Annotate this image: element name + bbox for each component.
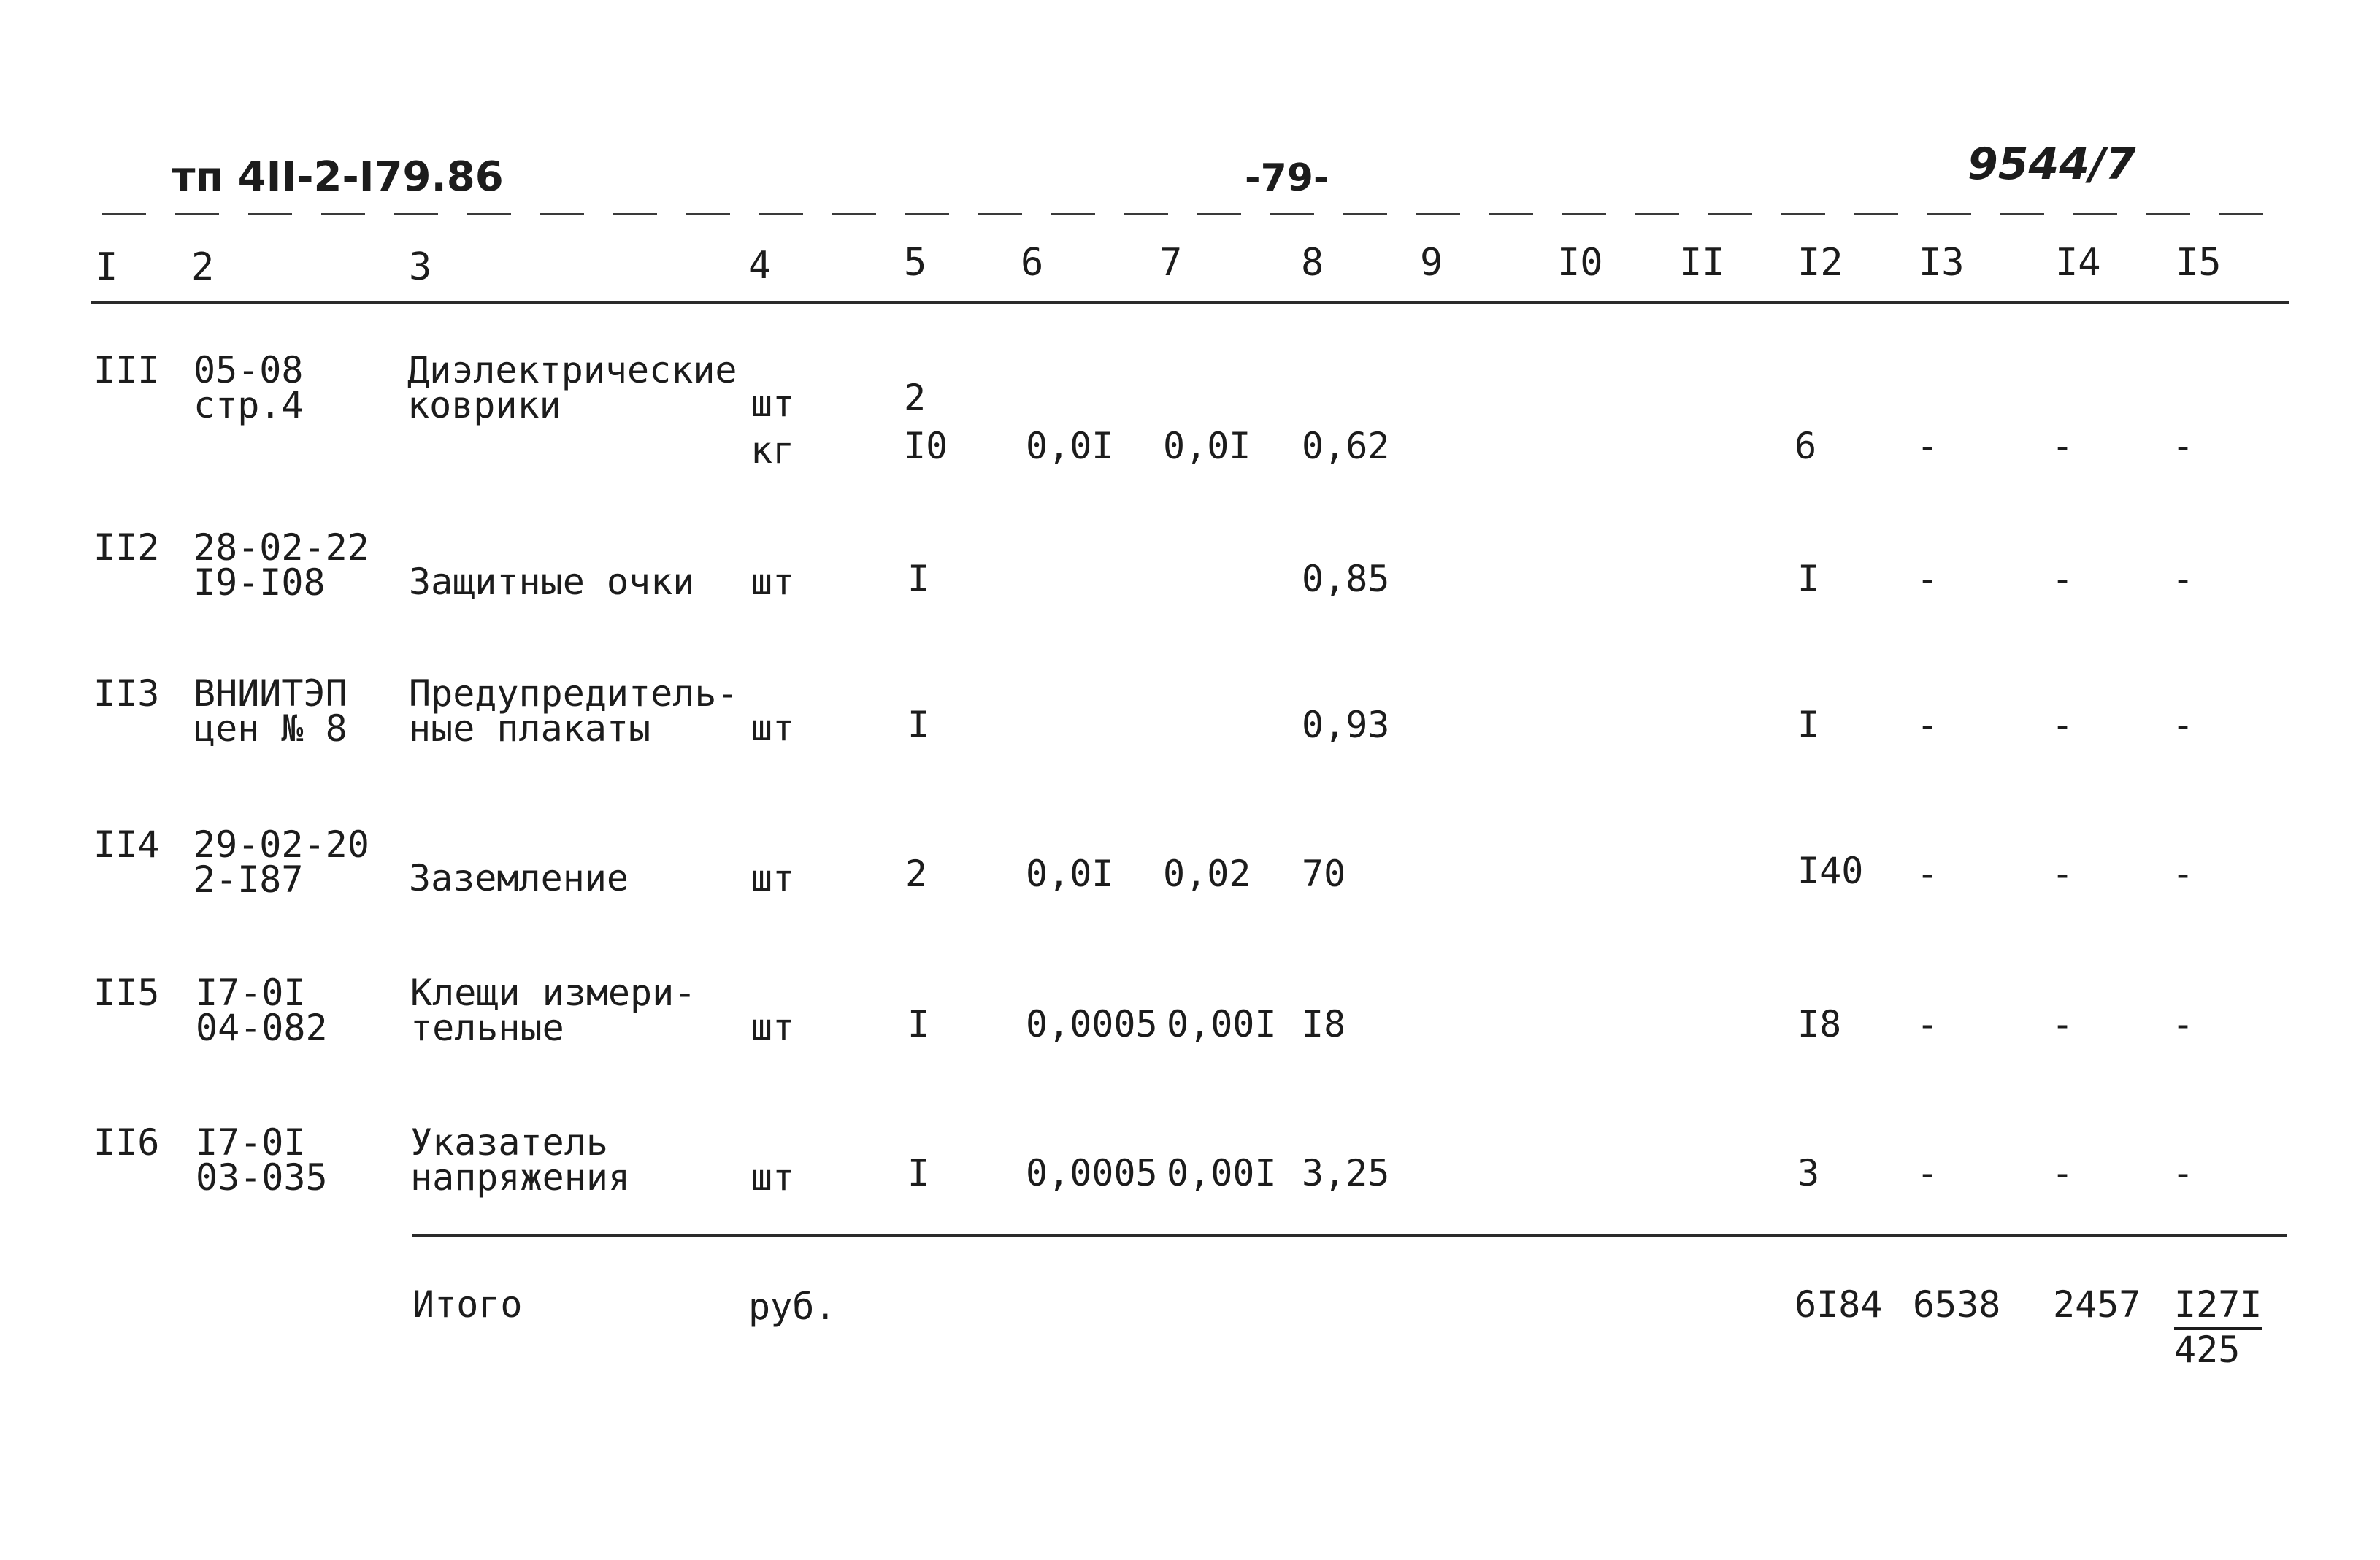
column-header-13: I3 <box>1919 241 1965 285</box>
row-col-14: - <box>2051 853 2074 895</box>
row-code-line-1: 29-02-20 <box>193 823 369 866</box>
row-col-6: 0,0I <box>1026 853 1114 895</box>
column-header-6: 6 <box>1021 241 1044 285</box>
total-col-15-fraction <box>2174 1283 2262 1371</box>
row-name-line-2: ные плакаты <box>409 707 651 750</box>
row-name-line-2: напряжения <box>410 1156 631 1199</box>
row-col-8: 0,62 <box>1302 425 1390 467</box>
row-number: II2 <box>93 526 160 569</box>
row-col-6: 0,0I <box>1026 425 1114 467</box>
column-header-rule <box>91 301 2289 304</box>
row-col-15: - <box>2172 425 2195 467</box>
row-name <box>410 1121 631 1199</box>
sheet-reference: 9544/7 <box>1968 139 2136 190</box>
column-header-10: I0 <box>1557 241 1603 285</box>
row-name-line-1: Предупредитель- <box>409 672 739 715</box>
row-code-line-2: стр.4 <box>193 384 304 426</box>
row-code <box>193 672 348 750</box>
row-col-8: 0,85 <box>1302 558 1390 600</box>
row-unit: шт <box>751 561 795 603</box>
total-col-15-numerator: I27I <box>2174 1283 2262 1330</box>
row-col-15: - <box>2172 1003 2195 1045</box>
row-name <box>409 672 739 750</box>
row-col-12: I8 <box>1797 1003 1842 1045</box>
row-code-line-2: 04-082 <box>196 1007 328 1049</box>
row-col-7: 0,00I <box>1167 1152 1277 1194</box>
row-unit: шт <box>751 383 795 425</box>
row-code-line-2: 2-I87 <box>193 858 304 901</box>
column-header-1: I <box>95 245 118 289</box>
row-col-7: 0,00I <box>1167 1003 1277 1045</box>
row-col-15: - <box>2172 558 2195 600</box>
row-col-15: - <box>2172 704 2195 746</box>
row-col-14: - <box>2051 558 2074 600</box>
row-col-15: - <box>2172 853 2195 895</box>
row-code <box>196 972 328 1049</box>
column-header-7: 7 <box>1159 241 1183 285</box>
row-code-line-2: I9-I08 <box>193 561 326 604</box>
row-quantity: I <box>907 1003 930 1045</box>
column-header-3: 3 <box>409 245 432 289</box>
row-col-12: 6 <box>1794 425 1817 467</box>
row-col-12: 3 <box>1797 1152 1820 1194</box>
row-col-8: 0,93 <box>1302 704 1390 746</box>
total-col-12: 6I84 <box>1794 1283 1883 1326</box>
column-header-14: I4 <box>2055 241 2101 285</box>
column-header-5: 5 <box>904 241 927 285</box>
row-code-line-2: 03-035 <box>196 1156 328 1199</box>
row-col-6: 0,0005 <box>1026 1152 1158 1194</box>
total-col-14: 2457 <box>2053 1283 2141 1326</box>
row-col-7: 0,02 <box>1163 853 1251 895</box>
row-name-line-1: Клещи измери- <box>410 972 696 1014</box>
row-code <box>193 823 369 901</box>
row-code-line-2: цен № 8 <box>193 707 348 750</box>
column-header-4: 4 <box>748 244 772 288</box>
total-col-15-denominator: 425 <box>2174 1329 2241 1371</box>
row-col-12: I <box>1797 704 1820 746</box>
row-col-12: I40 <box>1797 850 1864 892</box>
row-col-13: - <box>1916 1152 1939 1194</box>
row-col-14: - <box>2051 704 2074 746</box>
column-header-2: 2 <box>191 245 215 289</box>
row-name-line-1: Указатель <box>410 1121 608 1164</box>
row-unit: кг <box>751 429 795 472</box>
column-header-15: I5 <box>2176 241 2222 285</box>
column-header-8: 8 <box>1301 241 1324 285</box>
row-number: III <box>93 349 160 391</box>
row-col-7: 0,0I <box>1163 425 1251 467</box>
row-col-13: - <box>1916 704 1939 746</box>
row-quantity: I0 <box>904 425 948 467</box>
row-col-13: - <box>1916 558 1939 600</box>
page-number: -79- <box>1245 156 1329 200</box>
row-number: II5 <box>93 972 160 1014</box>
column-header-12: I2 <box>1797 241 1843 285</box>
row-unit: шт <box>751 1156 795 1199</box>
row-quantity: I <box>907 558 930 600</box>
row-code <box>193 349 304 426</box>
row-quantity: I <box>907 1152 930 1194</box>
row-unit: шт <box>751 707 795 749</box>
totals-rule <box>412 1234 2287 1237</box>
row-col-15: - <box>2172 1152 2195 1194</box>
row-unit: шт <box>751 857 795 899</box>
row-col-8: 70 <box>1302 853 1346 895</box>
row-code-line-1: I7-0I <box>196 972 306 1014</box>
row-col-8: 3,25 <box>1302 1152 1390 1194</box>
column-header-11: II <box>1679 241 1725 285</box>
row-code <box>193 526 369 604</box>
row-name: Заземление <box>409 857 629 899</box>
row-name <box>410 972 696 1049</box>
row-col-13: - <box>1916 1003 1939 1045</box>
row-code-line-1: 28-02-22 <box>193 526 369 569</box>
total-col-13: 6538 <box>1913 1283 2001 1326</box>
row-code-line-1: 05-08 <box>193 349 304 391</box>
header-dashed-rule <box>102 213 2285 215</box>
row-quantity: 2 <box>905 853 928 895</box>
row-col-14: - <box>2051 1152 2074 1194</box>
row-col-14: - <box>2051 425 2074 467</box>
row-col-13: - <box>1916 853 1939 895</box>
row-code-line-1: ВНИИТЭП <box>193 672 348 715</box>
total-unit: руб. <box>748 1286 837 1328</box>
row-code <box>196 1121 328 1199</box>
row-code-line-1: I7-0I <box>196 1121 306 1164</box>
row-number: II3 <box>93 672 160 715</box>
row-name-line-1: Диэлектрические <box>407 349 737 391</box>
row-quantity: I <box>907 704 930 746</box>
column-header-9: 9 <box>1420 241 1443 285</box>
row-number: II4 <box>93 823 160 866</box>
total-label: Итого <box>412 1283 523 1326</box>
row-unit: шт <box>751 1006 795 1048</box>
row-col-14: - <box>2051 1003 2074 1045</box>
row-name-line-2: коврики <box>407 384 561 426</box>
row-name: Защитные очки <box>409 561 695 603</box>
row-col-12: I <box>1797 558 1820 600</box>
row-name <box>407 349 737 426</box>
row-name-line-2: тельные <box>410 1007 564 1049</box>
row-number: II6 <box>93 1121 160 1164</box>
row-col-6: 0,0005 <box>1026 1003 1158 1045</box>
row-col-13: - <box>1916 425 1939 467</box>
row-col-8: I8 <box>1302 1003 1346 1045</box>
row-quantity: 2 <box>904 377 926 419</box>
document-code: тп 4II-2-I79.86 <box>172 153 504 201</box>
